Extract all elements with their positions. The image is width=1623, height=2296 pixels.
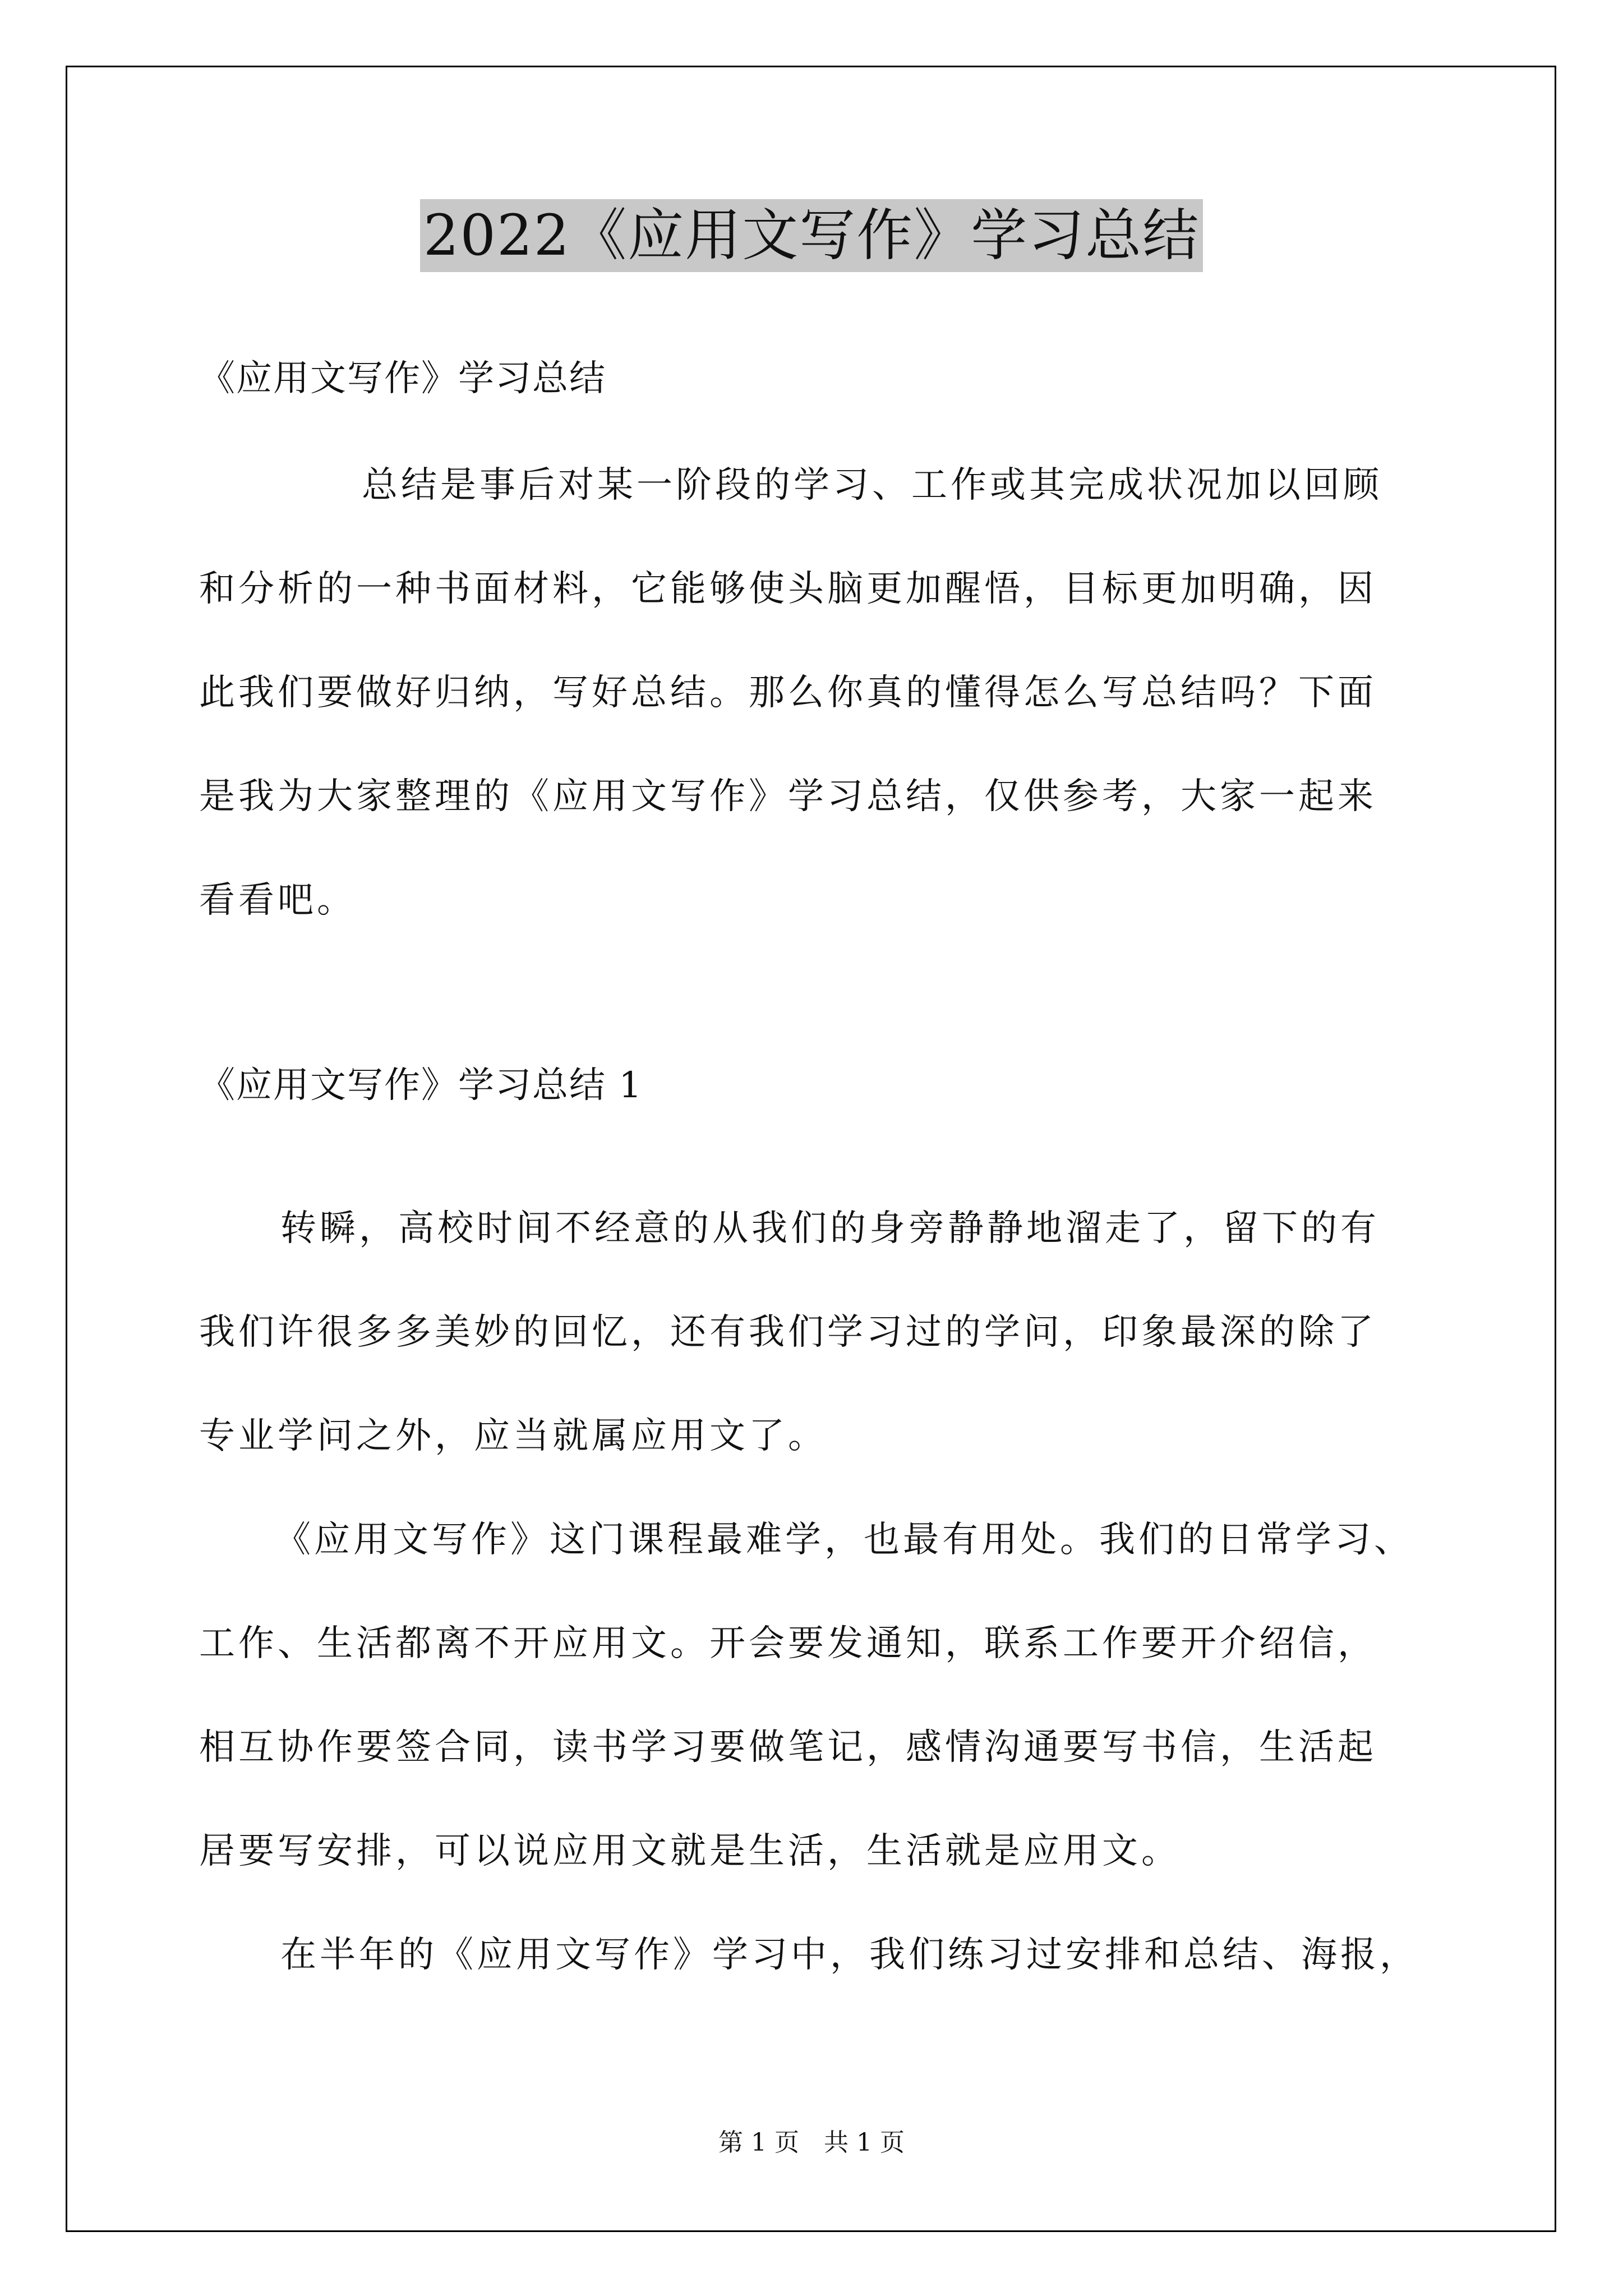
intro-heading: 《应用文写作》学习总结 xyxy=(199,358,606,399)
title-container xyxy=(0,199,1623,272)
section1-line-5: 工作、生活都离不开应用文。开会要发通知，联系工作要开介绍信， xyxy=(199,1623,1377,1664)
section1-line-6: 相互协作要签合同，读书学习要做笔记，感情沟通要写书信，生活起 xyxy=(199,1727,1377,1768)
intro-line-5: 看看吧。 xyxy=(199,880,356,921)
intro-line-1: 总结是事后对某一阶段的学习、工作或其完成状况加以回顾 xyxy=(362,464,1382,506)
section1-line-2: 我们许很多多美妙的回忆，还有我们学习过的学问，印象最深的除了 xyxy=(199,1312,1377,1353)
document-title: 2022《应用文写作》学习总结 xyxy=(420,199,1204,272)
page-number-footer: 第 1 页 共 1 页 xyxy=(718,2128,905,2157)
section1-line-8: 在半年的《应用文写作》学习中，我们练习过安排和总结、海报， xyxy=(280,1934,1419,1976)
section1-heading: 《应用文写作》学习总结 1 xyxy=(199,1065,643,1106)
section1-line-4: 《应用文写作》这门课程最难学，也最有用处。我们的日常学习、 xyxy=(275,1519,1413,1561)
intro-line-2: 和分析的一种书面材料，它能够使头脑更加醒悟，目标更加明确，因 xyxy=(199,568,1377,610)
section1-line-1: 转瞬，高校时间不经意的从我们的身旁静静地溜走了，留下的有 xyxy=(280,1208,1380,1249)
intro-line-4: 是我为大家整理的《应用文写作》学习总结，仅供参考，大家一起来 xyxy=(199,776,1377,817)
intro-line-3: 此我们要做好归纳，写好总结。那么你真的懂得怎么写总结吗？下面 xyxy=(199,672,1377,714)
section1-line-3: 专业学问之外，应当就属应用文了。 xyxy=(199,1415,827,1457)
section1-line-7: 居要写安排，可以说应用文就是生活，生活就是应用文。 xyxy=(199,1830,1181,1872)
